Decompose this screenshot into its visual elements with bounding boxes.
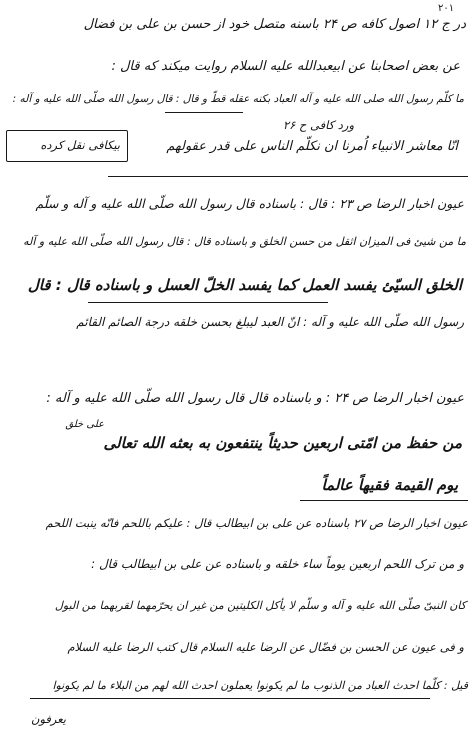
line-5: عیون اخبار الرضا ص ۲۳ : قال : باسناده قال رسول الله صلّی الله علیه و آله و سلّم <box>35 196 464 211</box>
section-divider-1 <box>108 176 468 177</box>
line-7: الخلق السیّئ یفسد العمل کما یفسد الخلّ العسل و باسناده قال : قال <box>27 276 462 294</box>
underline-hadith-3 <box>30 698 430 699</box>
line-3: ما کلّم رسول الله صلی الله علیه و آله العباد بکنه عقله قطّ و قال : قال رسول الله صلّی الله علیه و آله : <box>12 93 464 105</box>
line-4: انّا معاشر الانبیاء اُمرنا ان نکلّم الناس علی قدر عقولهم <box>166 139 458 154</box>
margin-note: بیکافی نقل کرده <box>40 138 120 152</box>
line-6: ما من شیئ فی المیزان اثقل من حسن الخلق و باسناده قال : قال رسول الله صلّی الله علیه و آله <box>23 235 466 248</box>
section-divider-2 <box>300 500 468 501</box>
page-number: ۲۰۱ <box>438 3 455 14</box>
line-8: رسول الله صلّی الله علیه و آله : انّ العبد لیبلغ بحسن خلقه درجة الصائم القائم <box>76 315 464 329</box>
line-9: عیون اخبار الرضا ص ۲۴ : و باسناده قال قال رسول الله صلّی الله علیه و آله : <box>46 391 464 406</box>
line-14: کان النبیّ صلّی الله علیه و آله و سلّم لا یأکل الکلیتین من غیر ان یحرّمهما لقربهما من البول <box>54 599 466 612</box>
underline-hadith-1 <box>165 112 243 113</box>
line-4-annotation: ورد کافی ح ۲۶ <box>282 118 354 132</box>
line-11: یوم القیمة فقیهاً عالماً <box>321 476 458 494</box>
line-1: در ج ۱۲ اصول کافه ص ۲۴ باسنه متصل خود از حسن بن علی بن فضال <box>83 17 466 32</box>
underline-hadith-2 <box>88 302 328 303</box>
line-17: یعرفون <box>31 712 66 726</box>
line-15: و فی عیون عن الحسن بن فضّال عن الرضا علیه السلام قال کتب الرضا علیه السلام <box>67 640 464 654</box>
line-16: قیل : کلّما احدث العباد من الذنوب ما لم یکونوا یعملون احدث الله لهم من البلاء ما لم یکونوا <box>52 679 468 692</box>
line-10: من حفظ من امّتی اربعین حدیثاً ینتفعون به بعثه الله تعالی <box>103 434 462 452</box>
inserted-word: علی خلق <box>65 419 104 430</box>
line-12: عیون اخبار الرضا ص ۲۷ باسناده عن علی بن ابیطالب قال : علیکم باللحم فانّه ینبت اللحم <box>45 516 468 530</box>
line-13: و من ترک اللحم اربعین یوماً ساء خلقه و باسناده عن علی بن ابیطالب قال : <box>91 557 464 571</box>
line-2: عن بعض اصحابنا عن ابیعبدالله علیه السلام روایت میکند که قال : <box>111 59 460 74</box>
